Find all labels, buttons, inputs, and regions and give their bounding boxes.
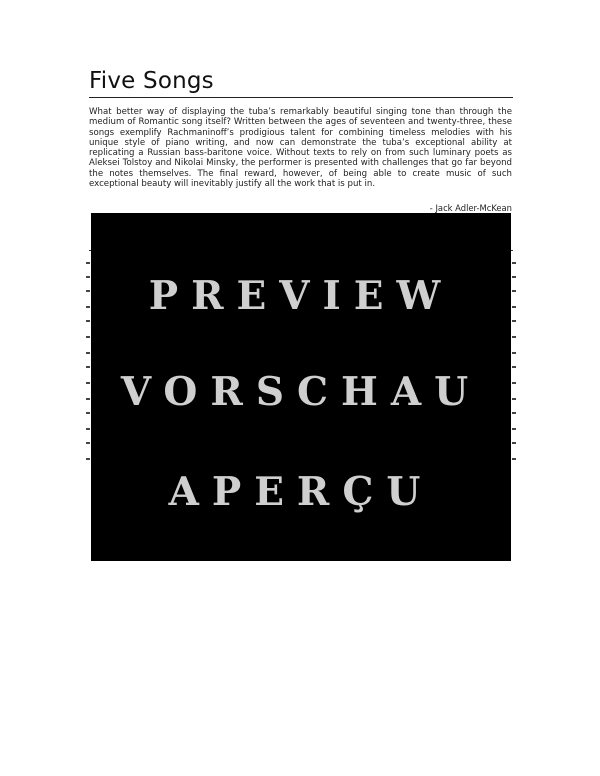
title-divider	[89, 97, 513, 98]
page-title: Five Songs	[89, 68, 214, 94]
watermark-apercu: APERÇU	[168, 469, 434, 515]
preview-watermark-overlay	[91, 213, 511, 561]
watermark-vorschau: VORSCHAU	[120, 369, 482, 415]
author-attribution: - Jack Adler-McKean	[429, 203, 512, 213]
description-paragraph: What better way of displaying the tuba’s remarkably beautiful singing tone than through the medium of Romantic song itself? Written between the ages of seventeen and twenty-three, these songs exemplify Rachmaninoff’s prodigious talent for combining timeless melodies with his unique style of piano writing, and now can demonstrate the tuba’s exceptional ability at replicating a Russian bass-baritone voice. Without texts to rely on from such luminary poets as Aleksei Tolstoy and Nikolai Minsky, the performer is presented with challenges that go far beyond the notes themselves. The final reward, however, of being able to create music of such exceptional beauty will inevitably justify all the work that is put in.	[89, 107, 512, 190]
watermark-preview: PREVIEW	[148, 273, 454, 319]
